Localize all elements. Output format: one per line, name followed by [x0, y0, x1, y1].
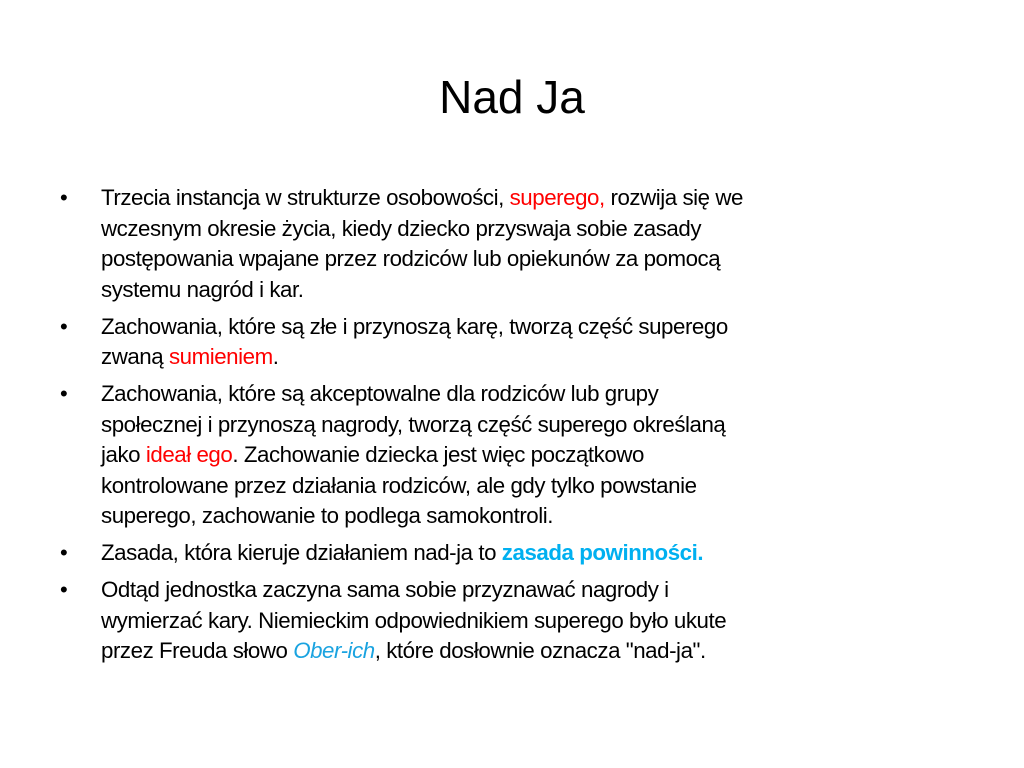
text-segment: systemu nagród i kar.: [101, 276, 304, 302]
highlighted-term: superego,: [509, 185, 605, 210]
bullet-line: [101, 606, 1000, 637]
bullet-line: [101, 214, 1000, 245]
text-segment: jako: [101, 442, 146, 467]
text-segment: postępowania wpajane przez rodziców lub opiekunów za pomocą: [101, 246, 721, 271]
text-segment: , które dosłownie oznacza "nad-ja".: [374, 638, 706, 663]
bullet-line: [101, 312, 1000, 343]
highlighted-term: zasada powinności.: [501, 540, 704, 565]
text-segment: wczesnym okresie życia, kiedy dziecko przyswaja sobie zasady: [101, 215, 702, 241]
text-segment: przez Freuda słowo: [101, 638, 294, 663]
bullet-dot-icon: •: [60, 540, 68, 565]
text-segment: Odtąd jednostka zaczyna sama sobie przyznawać nagrody i: [101, 577, 669, 602]
bullet-item: [60, 538, 1000, 569]
text-segment: . Zachowanie dziecka jest więc początkowo: [232, 442, 644, 467]
text-segment: społecznej i przynoszą nagrody, tworzą część superego określaną: [101, 411, 726, 437]
bullet-line: [101, 440, 1000, 471]
highlighted-term: ideał ego: [145, 442, 233, 467]
bullet-dot-icon: •: [60, 381, 68, 406]
bullet-item: [60, 312, 1000, 373]
text-segment: Trzecia instancja w strukturze osobowości,: [101, 185, 510, 210]
text-segment: Zasada, która kieruje działaniem nad-ja to: [101, 540, 502, 565]
bullet-line: [101, 342, 1000, 373]
bullet-list: [60, 183, 1000, 673]
text-segment: Zachowania, które są akceptowalne dla rodziców lub grupy: [101, 381, 659, 406]
bullet-dot-icon: •: [60, 185, 68, 210]
bullet-line: [101, 410, 1000, 441]
text-segment: Zachowania, które są złe i przynoszą karę, tworzą część superego: [101, 313, 728, 339]
bullet-line: [101, 379, 1000, 410]
text-segment: superego, zachowanie to podlega samokontroli.: [101, 503, 554, 528]
highlighted-term: Ober-ich: [293, 638, 375, 663]
bullet-line: [101, 636, 1000, 667]
bullet-item: [60, 183, 1000, 305]
bullet-line: [101, 244, 1000, 275]
bullet-item: [60, 575, 1000, 667]
bullet-line: [101, 275, 1000, 306]
text-segment: zwaną: [101, 344, 169, 369]
text-segment: wymierzać kary. Niemieckim odpowiednikiem superego było ukute: [101, 607, 727, 633]
text-segment: rozwija się we: [604, 185, 743, 210]
bullet-line: [101, 538, 1000, 569]
slide-title: Nad Ja: [439, 71, 585, 123]
bullet-line: [101, 501, 1000, 532]
bullet-line: [101, 471, 1000, 502]
highlighted-term: sumieniem: [168, 344, 273, 369]
bullet-dot-icon: •: [60, 577, 68, 602]
bullet-item: [60, 379, 1000, 532]
text-segment: kontrolowane przez działania rodziców, ale gdy tylko powstanie: [101, 472, 697, 498]
bullet-line: [101, 575, 1000, 606]
bullet-line: [101, 183, 1000, 214]
bullet-dot-icon: •: [60, 313, 68, 339]
text-segment: .: [272, 344, 279, 369]
